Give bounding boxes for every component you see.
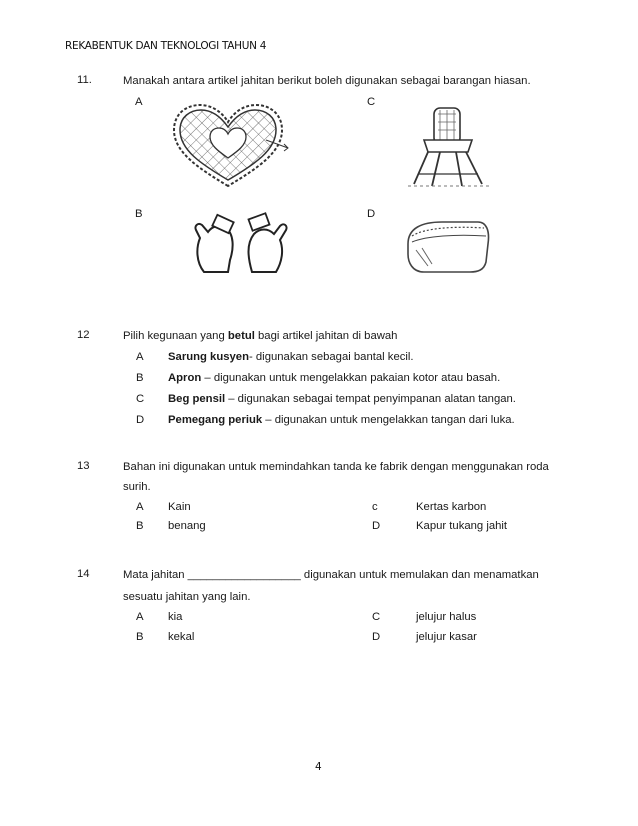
question-13-option-d-text: Kapur tukang jahit	[416, 520, 508, 532]
high-chair-image	[400, 104, 495, 192]
question-14-option-a-text: kia	[168, 611, 183, 623]
mittens-image	[190, 212, 290, 282]
question-11-option-b-letter: B	[135, 208, 143, 220]
question-14-option-a-letter: A	[136, 611, 144, 623]
question-14-number: 14	[77, 568, 90, 580]
question-14-option-c-letter: C	[372, 611, 381, 623]
question-13-option-a-letter: A	[136, 501, 144, 513]
question-12-option-b-letter: B	[136, 372, 144, 384]
question-13-option-b-text: benang	[168, 520, 206, 532]
question-12-text: Pilih kegunaan yang betul bagi artikel jahitan di bawah	[123, 330, 398, 342]
question-11-option-a-letter: A	[135, 96, 143, 108]
question-14-option-b-text: kekal	[168, 631, 195, 643]
question-12-option-b-text: Apron – digunakan untuk mengelakkan pakaian kotor atau basah.	[168, 372, 501, 384]
question-11-text: Manakah antara artikel jahitan berikut boleh digunakan sebagai barangan hiasan.	[123, 75, 531, 87]
question-12-option-a-text: Sarung kusyen- digunakan sebagai bantal kecil.	[168, 351, 414, 363]
question-14-text-line1: Mata jahitan __________________ digunakan untuk memulakan dan menamatkan	[123, 569, 539, 581]
question-13-option-c-text: Kertas karbon	[416, 501, 487, 513]
question-12-option-d-letter: D	[136, 414, 145, 426]
question-13-text-line2: surih.	[123, 481, 151, 493]
question-13-option-b-letter: B	[136, 520, 144, 532]
question-11-option-c-letter: C	[367, 96, 376, 108]
question-11-option-d-letter: D	[367, 208, 376, 220]
pencil-case-image	[402, 214, 492, 276]
question-11-number: 11.	[77, 74, 92, 86]
question-14-option-b-letter: B	[136, 631, 144, 643]
question-12-option-d-text: Pemegang periuk – digunakan untuk mengelakkan tangan dari luka.	[168, 414, 515, 426]
question-14-option-d-letter: D	[372, 631, 381, 643]
question-13-option-d-letter: D	[372, 520, 381, 532]
question-12-option-c-letter: C	[136, 393, 145, 405]
question-14-option-c-text: jelujur halus	[416, 611, 477, 623]
question-12-number: 12	[77, 329, 90, 341]
page-number: 4	[315, 761, 322, 773]
question-14-option-d-text: jelujur kasar	[416, 631, 477, 643]
question-12-option-a-letter: A	[136, 351, 144, 363]
document-header: REKABENTUK DAN TEKNOLOGI TAHUN 4	[65, 40, 267, 52]
question-13-option-c-letter: c	[372, 501, 378, 513]
question-13-text-line1: Bahan ini digunakan untuk memindahkan tanda ke fabrik dengan menggunakan roda	[123, 461, 549, 473]
question-14-text-line2: sesuatu jahitan yang lain.	[123, 591, 251, 603]
question-12-option-c-text: Beg pensil – digunakan sebagai tempat penyimpanan alatan tangan.	[168, 393, 516, 405]
heart-cushion-image	[168, 100, 293, 192]
question-13-option-a-text: Kain	[168, 501, 191, 513]
question-13-number: 13	[77, 460, 90, 472]
